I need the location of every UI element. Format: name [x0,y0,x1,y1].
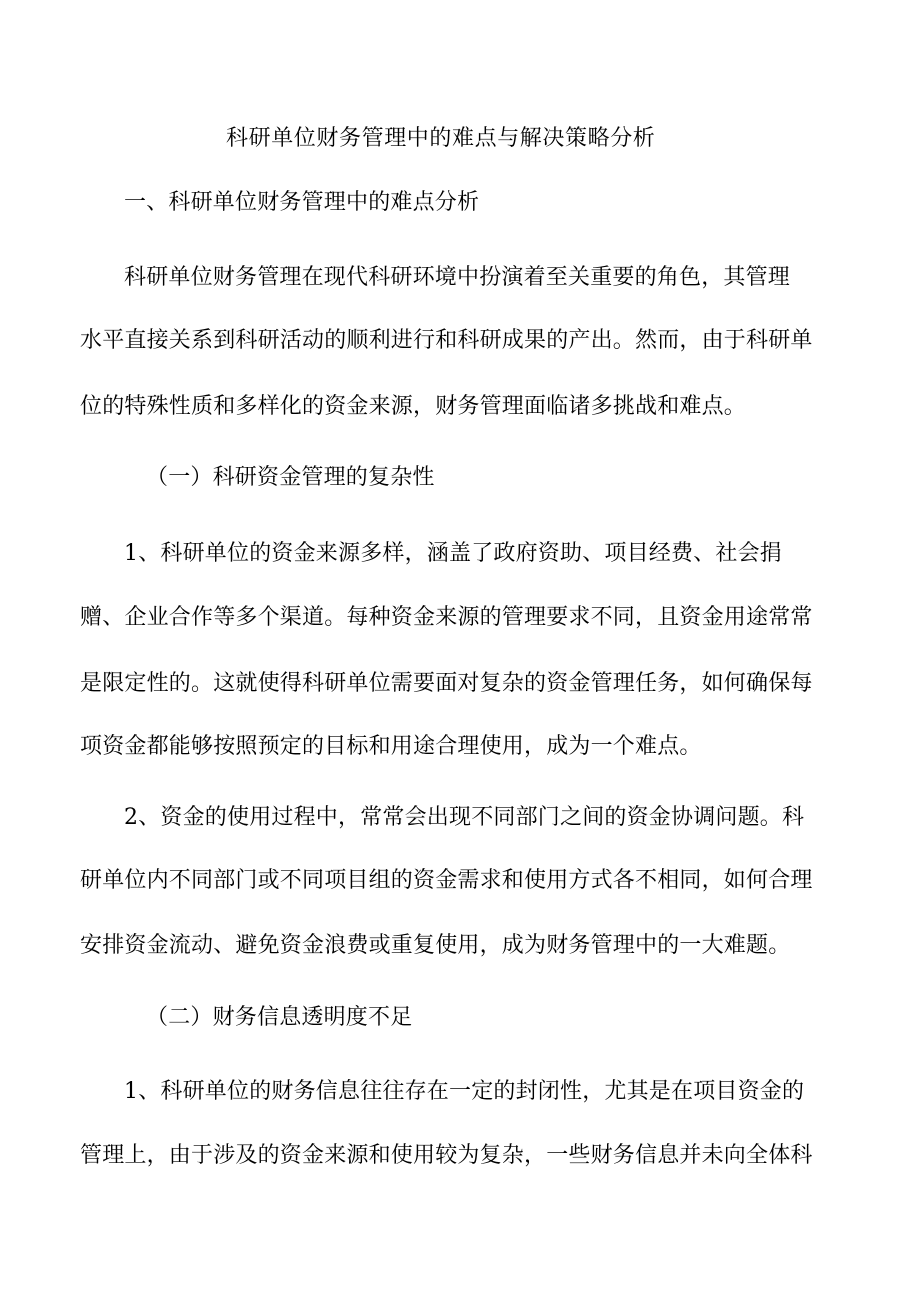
subsection-heading: （一）科研资金管理的复杂性 [146,465,435,490]
paragraph-line: 管理上，由于涉及的资金来源和使用较为复杂，一些财务信息并未向全体科 [80,1143,813,1168]
paragraph-line: 位的特殊性质和多样化的资金来源，财务管理面临诸多挑战和难点。 [80,394,747,419]
paragraph-line: 2、资金的使用过程中，常常会出现不同部门之间的资金协调问题。科 [124,805,805,830]
paragraph-line: 安排资金流动、避免资金浪费或重复使用，成为财务管理中的一大难题。 [80,933,791,958]
section-heading: 一、科研单位财务管理中的难点分析 [124,190,480,215]
paragraph-line: 项资金都能够按照预定的目标和用途合理使用，成为一个难点。 [80,734,702,759]
paragraph-line: 赠、企业合作等多个渠道。每种资金来源的管理要求不同，且资金用途常常 [80,605,813,630]
document-title: 科研单位财务管理中的难点与解决策略分析 [226,126,656,151]
paragraph-line: 1、科研单位的资金来源多样，涵盖了政府资助、项目经费、社会捐 [124,541,782,566]
paragraph-line: 科研单位财务管理在现代科研环境中扮演着至关重要的角色，其管理 [124,265,791,290]
paragraph-line: 1、科研单位的财务信息往往存在一定的封闭性，尤其是在项目资金的 [124,1079,805,1104]
paragraph-line: 研单位内不同部门或不同项目组的资金需求和使用方式各不相同，如何合理 [80,868,813,893]
paragraph-line: 水平直接关系到科研活动的顺利进行和科研成果的产出。然而，由于科研单 [80,328,813,353]
paragraph-line: 是限定性的。这就使得科研单位需要面对复杂的资金管理任务，如何确保每 [80,671,813,696]
subsection-heading: （二）财务信息透明度不足 [146,1005,413,1030]
